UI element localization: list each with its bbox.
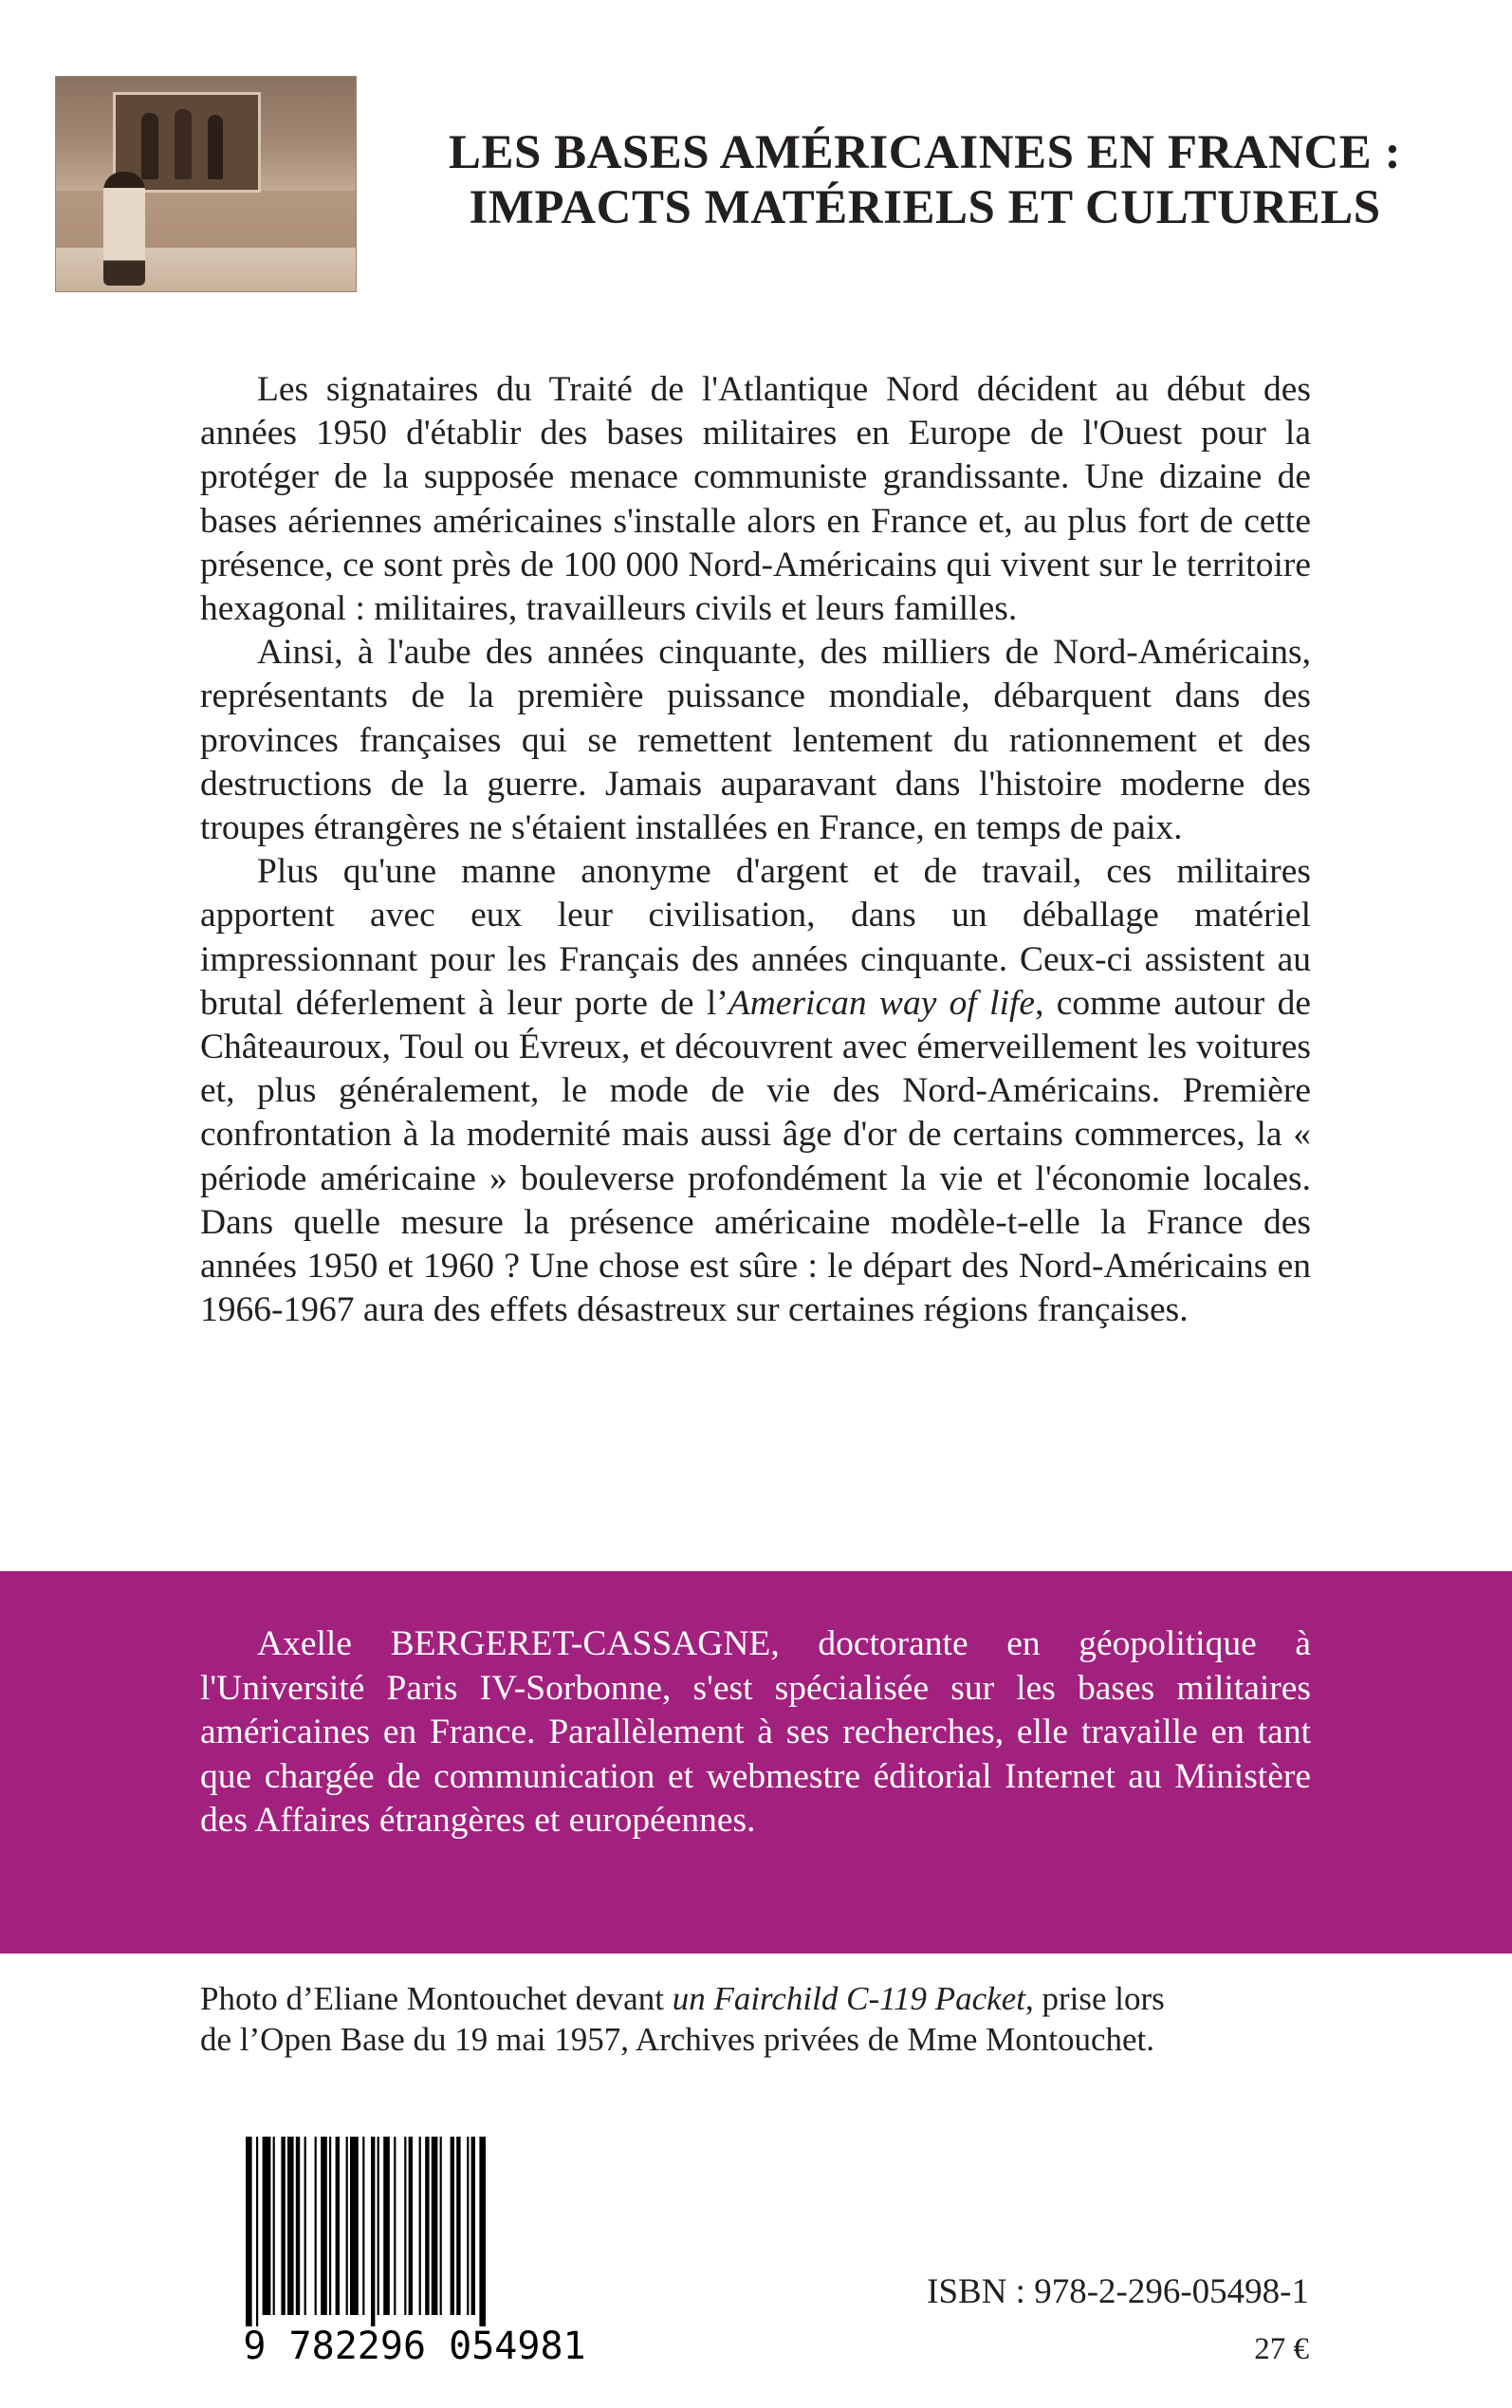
barcode-bar bbox=[321, 2137, 327, 2315]
summary-paragraph-1: Les signataires du Traité de l'Atlantique Nord décident au début des années 1950 d'établir des bases militaires en Europe de l'Ouest pour la protéger de la supposée menace communiste grandissante. Une dizaine de bases aériennes américaines s'installe alors en France et, au plus fort de cette présence, ce sont près de 100 000 Nord-Américains qui vivent sur le territoire hexagonal : militaires, travailleurs civils et leurs familles. bbox=[200, 370, 1311, 629]
barcode-bar bbox=[425, 2137, 429, 2315]
barcode-bar bbox=[440, 2137, 442, 2315]
barcode-bar bbox=[287, 2137, 294, 2315]
barcode-bar bbox=[471, 2137, 475, 2315]
caption-start: Photo d’Eliane Montouchet devant bbox=[200, 1980, 673, 2017]
barcode-bar bbox=[246, 2137, 252, 2326]
barcode-bar bbox=[371, 2137, 375, 2326]
barcode-bar bbox=[350, 2137, 359, 2315]
barcode-bar bbox=[304, 2137, 306, 2315]
tarmac bbox=[56, 248, 356, 291]
barcode-bar bbox=[451, 2137, 454, 2315]
caption-line-1 bbox=[200, 1978, 1338, 2019]
barcode-bar bbox=[404, 2137, 406, 2315]
title-line-2: IMPACTS MATÉRIELS ET CULTURELS bbox=[469, 181, 1381, 234]
barcode-digits: 9 782296 054981 bbox=[243, 2325, 586, 2366]
barcode-bar bbox=[409, 2137, 413, 2315]
isbn: ISBN : 978-2-296-05498-1 bbox=[927, 2272, 1309, 2311]
figure-in-doorway bbox=[175, 109, 192, 179]
barcode-bar bbox=[336, 2137, 340, 2315]
paragraph-3-end: , comme autour de Châteauroux, Toul ou Évreux, et découvrent avec émerveillement les voitures et, plus généralement, le mode de vie des Nord-Américains. Première confrontation à la modernité mais aussi âge d'or de certains commerces, la « période américaine » bouleverse profondément la vie et l'économie locales. Dans quelle mesure la présence américaine modèle-t-elle la France des années 1950 et 1960 ? Une chose est sûre : le départ des Nord-Américains en 1966-1967 aura des effets désastreux sur certaines régions françaises. bbox=[200, 983, 1312, 1330]
caption-aircraft: un Fairchild C-119 Packet bbox=[672, 1980, 1025, 2017]
barcode-bar bbox=[315, 2137, 317, 2315]
photo-caption bbox=[200, 1978, 1338, 2060]
barcode-bar bbox=[419, 2137, 421, 2315]
woman-standing bbox=[103, 172, 145, 286]
barcode-bar bbox=[362, 2137, 364, 2315]
caption-end: , prise lors bbox=[1024, 1980, 1165, 2017]
barcode-bar bbox=[256, 2137, 258, 2326]
barcode-bar bbox=[296, 2137, 300, 2315]
barcode-bar bbox=[383, 2137, 390, 2315]
barcode-bar bbox=[432, 2137, 438, 2315]
figure-in-doorway bbox=[208, 115, 223, 179]
title-line-1: LES BASES AMÉRICAINES EN FRANCE : bbox=[448, 126, 1402, 179]
barcode-bar bbox=[394, 2137, 396, 2315]
barcode-bar bbox=[329, 2137, 331, 2315]
summary-text bbox=[200, 368, 1311, 1332]
cover-photo bbox=[55, 76, 357, 292]
barcode-bar bbox=[467, 2137, 469, 2315]
caption-line-2: de l’Open Base du 19 mai 1957, Archives privées de Mme Montouchet. bbox=[200, 2021, 1155, 2058]
barcode-bar bbox=[346, 2137, 348, 2315]
barcode-bar bbox=[281, 2137, 285, 2315]
author-bio bbox=[200, 1622, 1311, 1843]
italic-phrase: American way of life bbox=[728, 983, 1036, 1023]
barcode bbox=[225, 2129, 604, 2366]
barcode-bar bbox=[273, 2137, 275, 2315]
barcode-bars bbox=[225, 2129, 604, 2366]
book-title bbox=[360, 125, 1489, 235]
barcode-bar bbox=[456, 2137, 460, 2315]
barcode-bar bbox=[263, 2137, 271, 2315]
figure-in-doorway bbox=[141, 113, 158, 179]
summary-paragraph-3 bbox=[200, 850, 1311, 1332]
price: 27 € bbox=[1254, 2332, 1309, 2366]
paragraph-3-start: Plus qu'une manne anonyme d'argent et de travail, ces militaires apportent avec eux leur civilisation, dans un déballage matériel impressionnant pour les Français des années cinquante. Ceux-ci assistent au brutal déferlement à leur porte de l’ bbox=[200, 852, 1311, 1023]
summary-paragraph-2: Ainsi, à l'aube des années cinquante, des milliers de Nord-Américains, représentants de la première puissance mondiale, débarquent dans des provinces françaises qui se remettent lentement du rationnement et des destructions de la guerre. Jamais auparavant dans l'histoire moderne des troupes étrangères ne s'étaient installées en France, en temps de paix. bbox=[200, 633, 1311, 848]
author-bio-paragraph: Axelle BERGERET-CASSAGNE, doctorante en géopolitique à l'Université Paris IV-Sorbonne, s'est spécialisée sur les bases militaires américaines en France. Parallèlement à ses recherches, elle travaille en tant que chargée de communication et webmestre éditorial Internet au Ministère des Affaires étrangères et européennes. bbox=[200, 1624, 1311, 1840]
barcode-bar bbox=[479, 2137, 486, 2326]
barcode-bar bbox=[378, 2137, 379, 2315]
